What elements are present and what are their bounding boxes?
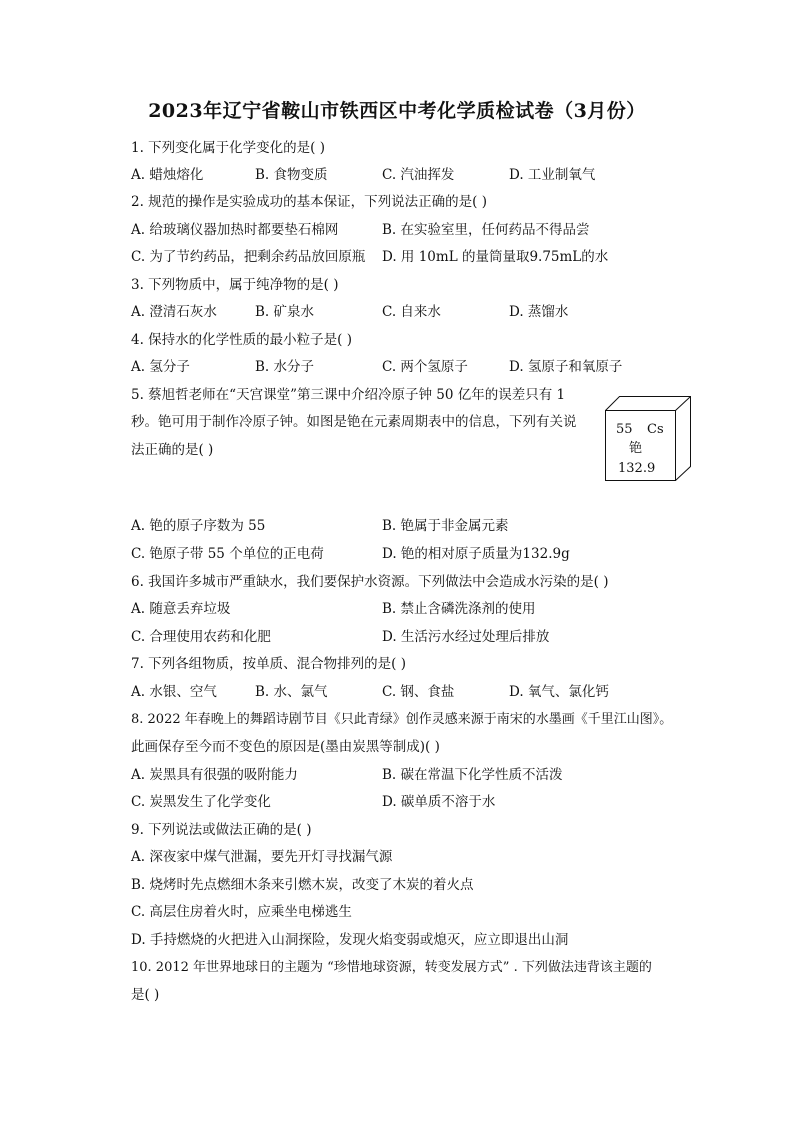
question-6-stem: 6. 我国许多城市严重缺水，我们要保护水资源。下列做法中会造成水污染的是( ) [131, 574, 609, 590]
q9-option-d: D. 手持燃烧的火把进入山洞探险，发现火焰变弱或熄灭，应立即退出山洞 [131, 932, 569, 948]
question-8-stem-line-2: 此画保存至今而不变色的原因是(墨由炭黑等制成)( ) [131, 739, 440, 755]
question-1-stem: 1. 下列变化属于化学变化的是( ) [131, 140, 325, 156]
q4-option-b: B. 水分子 [255, 359, 315, 375]
q7-option-a: A. 水银、空气 [131, 684, 217, 700]
q1-option-a: A. 蜡烛熔化 [131, 167, 204, 183]
q5-option-b: B. 铯属于非金属元素 [382, 518, 509, 534]
q8-option-b: B. 碳在常温下化学性质不活泼 [382, 767, 563, 783]
question-10-stem-line-2: 是( ) [131, 987, 160, 1003]
q8-option-d: D. 碳单质不溶于水 [382, 794, 496, 810]
question-10-stem-line-1: 10. 2012 年世界地球日的主题为 “珍惜地球资源，转变发展方式” . 下列做法违背该主题的 [131, 960, 652, 975]
cesium-element-card [605, 396, 691, 482]
q9-option-a: A. 深夜家中煤气泄漏，要先开灯寻找漏气源 [131, 849, 393, 865]
q7-option-b: B. 水、氯气 [255, 684, 328, 700]
q3-option-a: A. 澄清石灰水 [131, 304, 217, 320]
q9-option-b: B. 烧烤时先点燃细木条来引燃木炭，改变了木炭的着火点 [131, 877, 474, 893]
q8-option-a: A. 炭黑具有很强的吸附能力 [131, 767, 298, 783]
q7-option-c: C. 钢、食盐 [382, 684, 455, 700]
q5-option-c: C. 铯原子带 55 个单位的正电荷 [131, 546, 324, 562]
q2-option-d: D. 用 10mL 的量筒量取9.75mL的水 [382, 249, 609, 265]
q3-option-d: D. 蒸馏水 [509, 304, 569, 320]
q4-option-a: A. 氢分子 [131, 359, 190, 375]
atomic-mass: 132.9 [618, 461, 656, 476]
question-2-stem: 2. 规范的操作是实验成功的基本保证，下列说法正确的是( ) [131, 194, 487, 210]
q6-option-d: D. 生活污水经过处理后排放 [382, 629, 550, 645]
page-title: 2023年辽宁省鞍山市铁西区中考化学质检试卷（3月份） [148, 100, 646, 122]
q2-option-c: C. 为了节约药品，把剩余药品放回原瓶 [131, 249, 366, 265]
q5-option-a: A. 铯的原子序数为 55 [131, 518, 266, 534]
q6-option-c: C. 合理使用农药和化肥 [131, 629, 271, 645]
element-symbol: Cs [647, 422, 664, 437]
question-5-stem-line-1: 5. 蔡旭哲老师在“天宫课堂”第三课中介绍冷原子钟 50 亿年的误差只有 1 [131, 387, 566, 403]
question-3-stem: 3. 下列物质中，属于纯净物的是( ) [131, 277, 339, 293]
q6-option-b: B. 禁止含磷洗涤剂的使用 [382, 601, 536, 617]
q4-option-d: D. 氢原子和氧原子 [509, 359, 623, 375]
question-5-stem-line-3: 法正确的是( ) [131, 442, 214, 458]
q2-option-a: A. 给玻璃仪器加热时都要垫石棉网 [131, 222, 339, 238]
q1-option-d: D. 工业制氧气 [509, 167, 596, 183]
q1-option-b: B. 食物变质 [255, 167, 328, 183]
q5-option-d: D. 铯的相对原子质量为132.9g [382, 546, 570, 562]
question-8-stem-line-1: 8. 2022 年春晚上的舞蹈诗剧节目《只此青绿》创作灵感来源于南宋的水墨画《千里江山图》。 [131, 712, 673, 727]
q9-option-c: C. 高层住房着火时，应乘坐电梯逃生 [131, 904, 352, 920]
q4-option-c: C. 两个氢原子 [382, 359, 468, 375]
q6-option-a: A. 随意丢弃垃圾 [131, 601, 231, 617]
q3-option-b: B. 矿泉水 [255, 304, 315, 320]
question-5-stem-line-2: 秒。铯可用于制作冷原子钟。如图是铯在元素周期表中的信息，下列有关说 [131, 414, 577, 430]
atomic-number: 55 [616, 422, 633, 437]
q3-option-c: C. 自来水 [382, 304, 441, 320]
q1-option-c: C. 汽油挥发 [382, 167, 455, 183]
question-7-stem: 7. 下列各组物质，按单质、混合物排列的是( ) [131, 656, 406, 672]
question-4-stem: 4. 保持水的化学性质的最小粒子是( ) [131, 332, 352, 348]
element-name: 铯 [629, 441, 643, 456]
q8-option-c: C. 炭黑发生了化学变化 [131, 794, 271, 810]
question-9-stem: 9. 下列说法或做法正确的是( ) [131, 822, 312, 838]
q2-option-b: B. 在实验室里，任何药品不得品尝 [382, 222, 590, 238]
q7-option-d: D. 氧气、氯化钙 [509, 684, 609, 700]
